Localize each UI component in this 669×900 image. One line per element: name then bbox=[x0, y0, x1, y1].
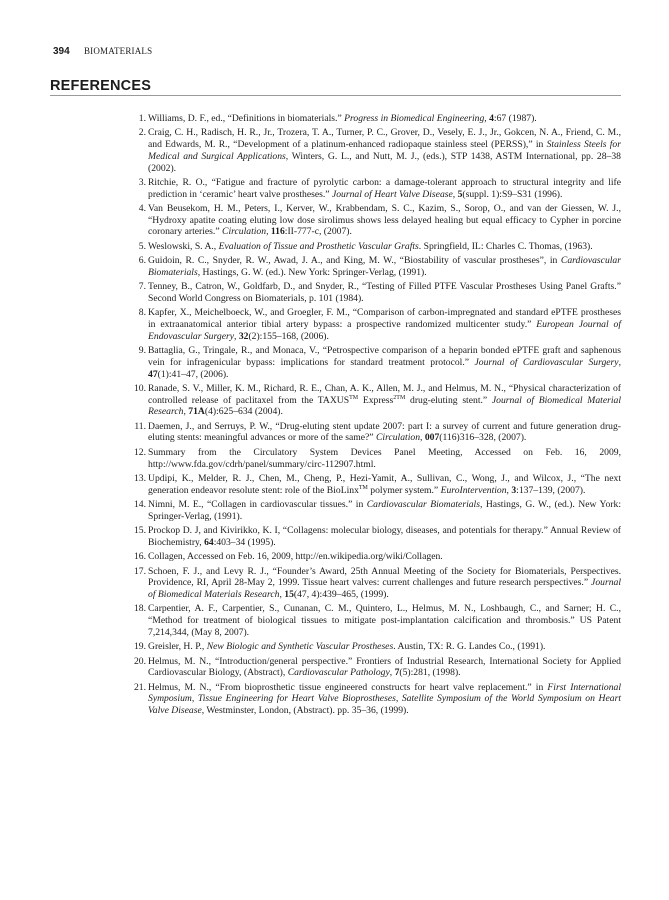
reference-text-run: Collagen, Accessed on Feb. 16, 2009, http://en.wikipedia.org/wiki/Collagen. bbox=[148, 551, 443, 563]
reference-text-run: Journal of Biomedical Material Research bbox=[148, 394, 621, 418]
reference-text bbox=[148, 345, 621, 380]
reference-text-run: Journal of Biomedical Materials Research bbox=[148, 577, 621, 601]
reference-text-run: , bbox=[420, 432, 425, 444]
reference-text-run: Journal of Heart Valve Disease bbox=[331, 188, 453, 200]
reference-text-run: 47 bbox=[148, 368, 158, 380]
reference-text bbox=[148, 566, 621, 601]
reference-text-run: :137–139, (2007). bbox=[516, 484, 586, 496]
reference-number: 3. bbox=[138, 176, 146, 188]
reference-text-run: (1):41–47, (2006). bbox=[157, 368, 229, 380]
reference-text-run: 4 bbox=[489, 113, 494, 124]
reference-number: 14. bbox=[133, 499, 146, 511]
reference-text bbox=[148, 177, 621, 200]
reference-item bbox=[133, 525, 621, 548]
reference-text bbox=[148, 203, 621, 238]
reference-text-run: Carpentier, A. F., Carpentier, S., Cunanan, C. M., Quintero, L., Helmus, M. N., Loshbaugh, C., and Sarner; H. C., “Method for treatment of biological tissues to mitigate post-implantation calcification and thrombosis.” US Patent 7,214,344, (May 8, 2007). bbox=[148, 603, 621, 638]
reference-text-run: . Springfield, IL: Charles C. Thomas, (1963). bbox=[418, 240, 593, 252]
reference-text-run: , bbox=[618, 356, 621, 368]
reference-text-run: EuroIntervention bbox=[440, 484, 507, 496]
reference-number: 18. bbox=[133, 603, 146, 615]
reference-text-run: (5):281, (1998). bbox=[399, 667, 461, 679]
reference-number: 9. bbox=[138, 345, 146, 357]
reference-text-run: , bbox=[279, 589, 285, 601]
reference-text-run: 7 bbox=[394, 667, 400, 679]
reference-item bbox=[133, 565, 621, 601]
reference-number: 2. bbox=[138, 127, 146, 139]
reference-number: 17. bbox=[133, 565, 146, 577]
reference-text-run: 71A bbox=[188, 406, 205, 418]
reference-item bbox=[137, 307, 621, 342]
reference-number: 20. bbox=[133, 655, 146, 667]
reference-text-run: Daemen, J., and Serruys, P. W., “Drug-eluting stent update 2007: part I: a survey of current and future generation drug-eluting stents: meaningful advances or more of the same?” bbox=[148, 420, 621, 444]
reference-text-run: (suppl. 1):S9–S31 (1996). bbox=[462, 188, 563, 200]
reference-text bbox=[148, 255, 621, 278]
reference-text-run: , Westminster, London, (Abstract). pp. 35–36, (1999). bbox=[201, 705, 409, 717]
reference-text-run: Cardiovascular Biomaterials bbox=[148, 255, 621, 278]
reference-text-run: , Winters, G. L., and Nutt, M. J., (eds.), STP 1438, ASTM International, pp. 28–38 (2002). bbox=[148, 150, 621, 174]
reference-item bbox=[133, 641, 621, 653]
reference-text bbox=[148, 127, 621, 174]
reference-text-run: Helmus, M. N., “Introduction/general perspective.” Frontiers of Industrial Research, International Society for Applied Cardiovascular Biology, (Abstract), bbox=[148, 655, 621, 679]
running-title: BIOMATERIALS bbox=[83, 46, 153, 56]
reference-text-run: Journal of Cardiovascular Surgery bbox=[474, 356, 619, 368]
reference-text-run: Nimni, M. E., “Collagen in cardiovascular tissues.” in bbox=[148, 499, 367, 511]
reference-text-run: , bbox=[506, 484, 512, 496]
reference-text-run: Cardiovascular Pathology bbox=[287, 667, 390, 679]
reference-text-run: , bbox=[183, 406, 189, 418]
reference-text-run: (4):625–634 (2004). bbox=[204, 406, 283, 418]
reference-text bbox=[148, 421, 621, 444]
reference-number: 7. bbox=[138, 281, 146, 293]
reference-text-run: polymer system.” bbox=[367, 484, 441, 496]
reference-text-run: Guidoin, R. C., Snyder, R. W., Awad, J. A., and King, M. W., “Biostability of vascular prostheses”, in bbox=[148, 255, 561, 267]
reference-number: 13. bbox=[133, 472, 146, 484]
reference-number: 19. bbox=[133, 641, 146, 653]
reference-number: 16. bbox=[133, 551, 146, 563]
page-number: 394 bbox=[53, 46, 70, 57]
reference-item bbox=[137, 345, 621, 380]
reference-text-run: Stainless Steels for Medical and Surgical Applications bbox=[148, 139, 621, 162]
reference-number: 10. bbox=[133, 382, 146, 394]
reference-text-run: 007 bbox=[424, 432, 440, 444]
reference-text-run: :403–34 (1995). bbox=[213, 536, 276, 548]
reference-item bbox=[137, 177, 621, 200]
reference-item bbox=[137, 241, 621, 253]
reference-text bbox=[148, 383, 621, 418]
reference-text-run: Circulation bbox=[375, 432, 421, 444]
reference-number: 5. bbox=[138, 240, 146, 252]
reference-text-run: 64 bbox=[204, 536, 214, 548]
reference-text-run: European Journal of Endovascular Surgery bbox=[148, 319, 622, 342]
reference-text-run: 2TM bbox=[393, 394, 406, 401]
reference-text bbox=[148, 281, 621, 304]
reference-item bbox=[137, 127, 621, 174]
reference-text-run: Williams, D. F., ed., “Definitions in biomaterials.” bbox=[148, 113, 345, 124]
reference-number: 8. bbox=[138, 307, 146, 319]
reference-number: 21. bbox=[133, 681, 146, 693]
reference-item bbox=[133, 472, 621, 496]
reference-item bbox=[137, 281, 621, 304]
reference-text bbox=[148, 113, 621, 125]
reference-text bbox=[148, 525, 621, 548]
reference-text bbox=[148, 473, 621, 496]
reference-text-run: Ranade, S. V., Miller, K. M., Richard, R. E., Chan, A. K., Allen, M. J., and Helmus, M. N., “Physical characterization of controlled release of paclitaxel from the TAXUS bbox=[148, 382, 621, 406]
reference-number: 15. bbox=[133, 525, 146, 537]
reference-number: 11. bbox=[134, 420, 146, 432]
reference-text bbox=[148, 656, 621, 679]
running-header bbox=[53, 46, 152, 57]
reference-text-run: TM bbox=[349, 394, 359, 401]
reference-item bbox=[133, 499, 621, 522]
reference-text bbox=[148, 499, 621, 522]
reference-text-run: , bbox=[484, 113, 490, 124]
reference-number: 4. bbox=[138, 202, 146, 214]
reference-text-run: , bbox=[389, 667, 395, 679]
reference-text-run: 3 bbox=[511, 484, 517, 496]
section-title: REFERENCES bbox=[50, 78, 152, 94]
reference-text-run: Van Beusekom, H. M., Peters, I., Kerver, W., Krabbendam, S. C., Kazim, S., Sorop, O., and van der Giessen, W. J., “Hydroxy apatite coating eluting low dose sirolimus shows less delayed healing but equal efficacy to Cypher in porcine coronary arteries.” bbox=[148, 202, 621, 238]
reference-text-run: :67 (1987). bbox=[493, 113, 537, 124]
reference-item bbox=[133, 655, 621, 679]
reference-text-run: First International Symposium, Tissue Engineering for Heart Valve Bioprostheses, Satellite Symposium of the World Symposium on Heart Valve Disease bbox=[148, 681, 622, 717]
reference-text-run: drug-eluting stent.” bbox=[405, 394, 492, 406]
reference-text-run: . Austin, TX: R. G. Landes Co., (1991). bbox=[393, 641, 546, 653]
reference-text bbox=[148, 447, 621, 470]
reference-number: 6. bbox=[138, 255, 146, 267]
reference-text-run: Tenney, B., Catron, W., Goldfarb, D., and Snyder, R., “Testing of Filled PTFE Vascular Prostheses Using Panel Grafts.” Second World Congress on Biomaterials, p. 101 (1984). bbox=[148, 281, 621, 304]
reference-item bbox=[133, 603, 621, 638]
reference-item bbox=[133, 681, 622, 717]
reference-text bbox=[148, 603, 621, 638]
reference-number: 1. bbox=[138, 113, 146, 124]
reference-item bbox=[137, 113, 621, 125]
reference-text-run: 116 bbox=[270, 226, 285, 238]
reference-number: 12. bbox=[133, 446, 146, 458]
reference-text bbox=[148, 307, 621, 342]
reference-text bbox=[148, 551, 621, 563]
reference-text-run: New Biologic and Synthetic Vascular Prostheses bbox=[206, 641, 394, 653]
reference-text-run: Craig, C. H., Radisch, H. R., Jr., Trozera, T. A., Turner, P. C., Grover, D., Vesely, E. J., Jr., Gokcen, N. A., Friend, C. M., and Edwards, M. R., “Development of a platinum-enhanced radiopaque stainless steel (PERSS),” in bbox=[148, 127, 621, 151]
reference-item bbox=[133, 382, 621, 418]
reference-text-run: Prockop D. J, and Kivirikko, K. I, “Collagens: molecular biology, diseases, and potentials for therapy.” Annual Review of Biochemistry, bbox=[148, 525, 621, 548]
reference-list bbox=[133, 113, 622, 719]
section-divider bbox=[50, 95, 621, 96]
reference-text-run: Kapfer, X., Meichelboeck, W., and Groegler, F. M., “Comparison of carbon-impregnated and standard ePTFE prostheses in extraanatomical anterior tibial artery bypass: a prospective randomized multicenter study.” bbox=[148, 307, 621, 331]
reference-text-run: Circulation bbox=[222, 226, 267, 238]
reference-item bbox=[133, 446, 621, 470]
reference-item bbox=[133, 551, 621, 563]
reference-text-run: Express bbox=[358, 394, 394, 406]
reference-text-run: 32 bbox=[238, 330, 249, 342]
reference-text-run: 15 bbox=[284, 589, 294, 601]
reference-text-run: Greisler, H. P., bbox=[148, 641, 207, 653]
reference-text-run: Schoen, F. J., and Levy R. J., “Founder’s Award, 25th Annual Meeting of the Society for Biomaterials, Perspectives. Providence, RI, April 28-May 2, 1999. Tissue heart valves: current challenges and future research perspectives.” bbox=[148, 565, 621, 589]
reference-item bbox=[134, 420, 621, 444]
reference-text-run: (2):155–168, (2006). bbox=[248, 330, 329, 342]
reference-text-run: Battaglia, G., Tringale, R., and Monaca, V., “Petrospective comparison of a heparin bonded ePTFE graft and saphenous vein for infragenicular bypass: implications for standard treatment protocol.” bbox=[148, 345, 621, 368]
reference-text-run: 5 bbox=[457, 188, 463, 200]
reference-text-run: (116)316–328, (2007). bbox=[439, 432, 527, 444]
reference-text-run: , bbox=[234, 330, 239, 342]
reference-text-run: Updipi, K., Melder, R. J., Chen, M., Cheng, P., Hezi-Yamit, A., Sullivan, C., Wong, J., and Wilcox, J., “The next generation endeavor resolute stent: role of the BioLinx bbox=[148, 472, 621, 496]
reference-text-run: Ritchie, R. O., “Fatigue and fracture of pyrolytic carbon: a damage-tolerant approach to structural integrity and life prediction in ‘ceramic’ heart valve prostheses.” bbox=[148, 176, 621, 200]
reference-item bbox=[137, 255, 621, 278]
reference-text-run: Cardiovascular Biomaterials bbox=[366, 499, 480, 511]
reference-text-run: Weslowski, S. A., bbox=[148, 240, 219, 252]
reference-text-run: , bbox=[452, 188, 458, 200]
reference-text-run: , bbox=[266, 226, 271, 238]
reference-text bbox=[148, 641, 621, 653]
reference-item bbox=[137, 203, 621, 238]
reference-text-run: , Hastings, G. W. (ed.). New York: Springer-Verlag, (1991). bbox=[197, 266, 427, 278]
reference-text-run: Evaluation of Tissue and Prosthetic Vascular Grafts bbox=[218, 240, 419, 252]
reference-text-run: , Hastings, G. W., (ed.). New York: Springer-Verlag, (1991). bbox=[148, 499, 621, 522]
reference-text-run: Progress in Biomedical Engineering bbox=[344, 113, 485, 124]
reference-text-run: Summary from the Circulatory System Devices Panel Meeting, Accessed on Feb. 16, 2009, http://www.fda.gov/cdrh/panel/summary/circ-112907.html. bbox=[148, 446, 621, 470]
reference-text bbox=[148, 682, 621, 717]
reference-text-run: :II-777-c, (2007). bbox=[284, 226, 352, 238]
reference-text bbox=[148, 241, 621, 253]
reference-text-run: TM bbox=[358, 484, 368, 491]
reference-text-run: (47, 4):439–465, (1999). bbox=[293, 589, 389, 601]
reference-text-run: Helmus, M. N., “From bioprosthetic tissue engineered constructs for heart valve replacement.” in bbox=[148, 681, 548, 693]
